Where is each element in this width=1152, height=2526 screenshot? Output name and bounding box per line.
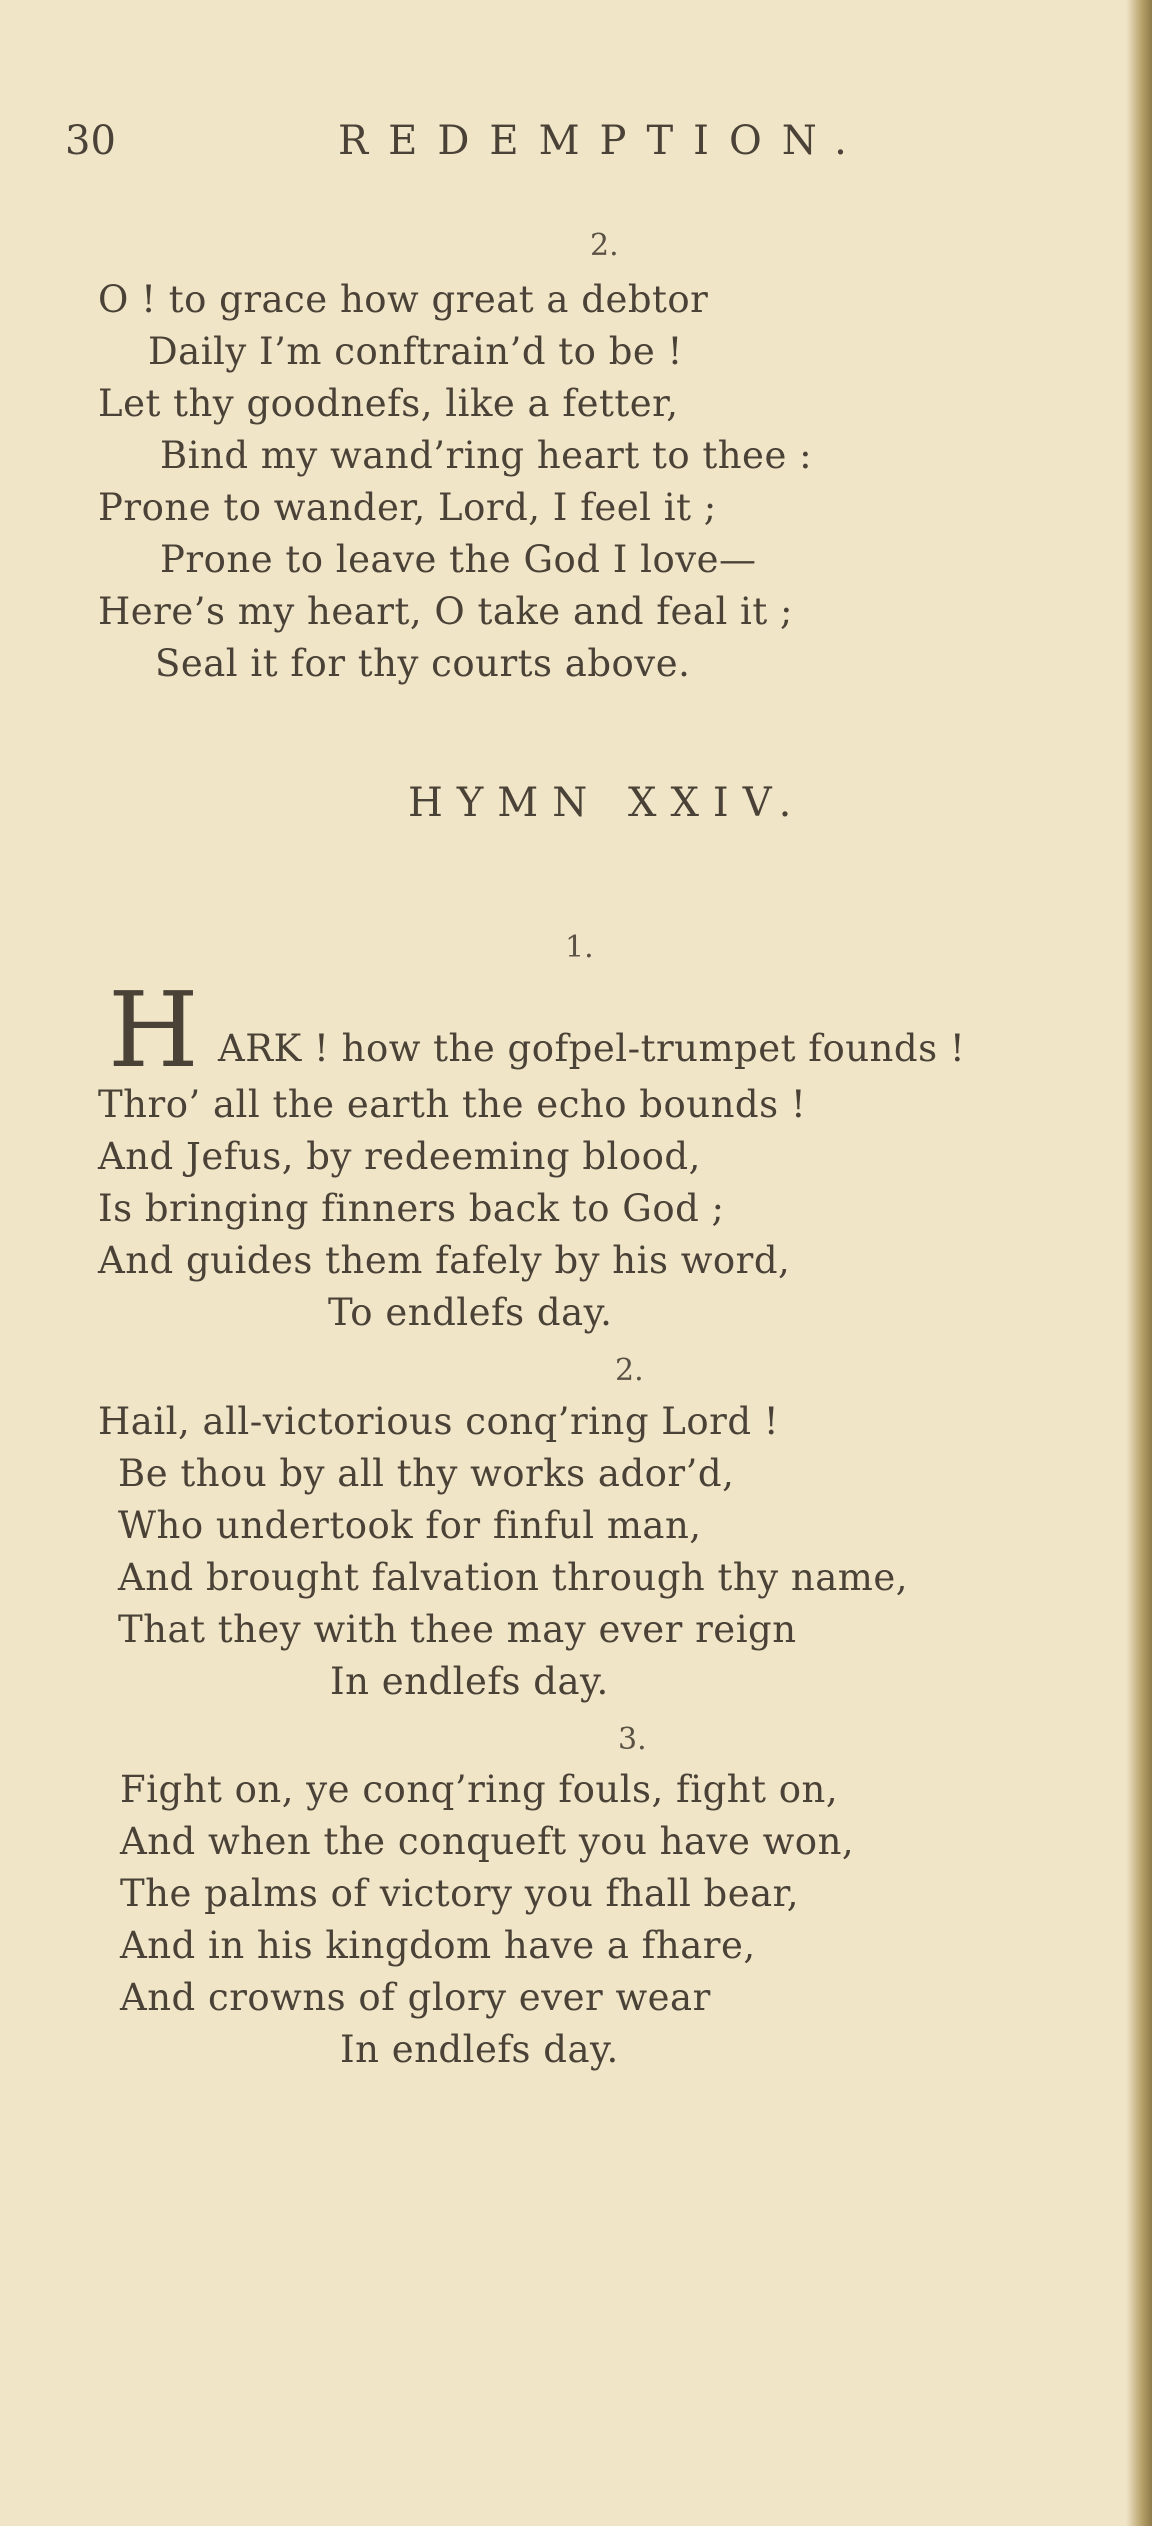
verse-line: In endlefs day. (330, 1660, 609, 1703)
verse-line: Let thy goodnefs, like a fetter, (98, 382, 679, 425)
verse-line: O ! to grace how great a debtor (98, 278, 709, 321)
stanza-number: 3. (618, 1722, 647, 1757)
running-title: REDEMPTION. (338, 118, 867, 164)
verse-line: And in his kingdom have a fhare, (120, 1924, 756, 1967)
verse-line: Fight on, ye conq’ring fouls, fight on, (120, 1768, 839, 1811)
verse-line: The palms of victory you fhall bear, (120, 1872, 800, 1915)
verse-line: Prone to leave the God I love— (160, 538, 757, 581)
verse-line: Prone to wander, Lord, I feel it ; (98, 486, 717, 529)
verse-line: ARK ! how the gofpel-trumpet founds ! (218, 1027, 966, 1070)
verse-line: And guides them fafely by his word, (98, 1239, 791, 1282)
hymn-heading: HYMN XXIV. (408, 780, 806, 826)
verse-line: And brought falvation through thy name, (118, 1556, 908, 1599)
verse-line: And crowns of glory ever wear (120, 1976, 711, 2019)
verse-line: Hail, all-victorious conq’ring Lord ! (98, 1400, 780, 1443)
verse-line: Is bringing finners back to God ; (98, 1187, 725, 1230)
page-number: 30 (65, 118, 116, 164)
verse-line: Here’s my heart, O take and feal it ; (98, 590, 793, 633)
verse-line: Bind my wand’ring heart to thee : (160, 434, 813, 477)
verse-line: Who undertook for finful man, (118, 1504, 702, 1547)
verse-line: That they with thee may ever reign (118, 1608, 797, 1651)
verse-line: Daily I’m conftrain’d to be ! (148, 330, 683, 373)
verse-line: To endlefs day. (328, 1291, 613, 1334)
verse-line: Seal it for thy courts above. (155, 642, 691, 685)
stanza-number: 1. (565, 930, 594, 965)
verse-line: In endlefs day. (340, 2028, 619, 2071)
verse-line: And Jefus, by redeeming blood, (98, 1135, 701, 1178)
drop-cap: H (108, 969, 199, 1091)
stanza-number: 2. (615, 1353, 644, 1388)
verse-line: Be thou by all thy works ador’d, (118, 1452, 735, 1495)
verse-line: And when the conqueft you have won, (120, 1820, 855, 1863)
verse-line: Thro’ all the earth the echo bounds ! (98, 1083, 807, 1126)
stanza-number: 2. (590, 228, 619, 263)
